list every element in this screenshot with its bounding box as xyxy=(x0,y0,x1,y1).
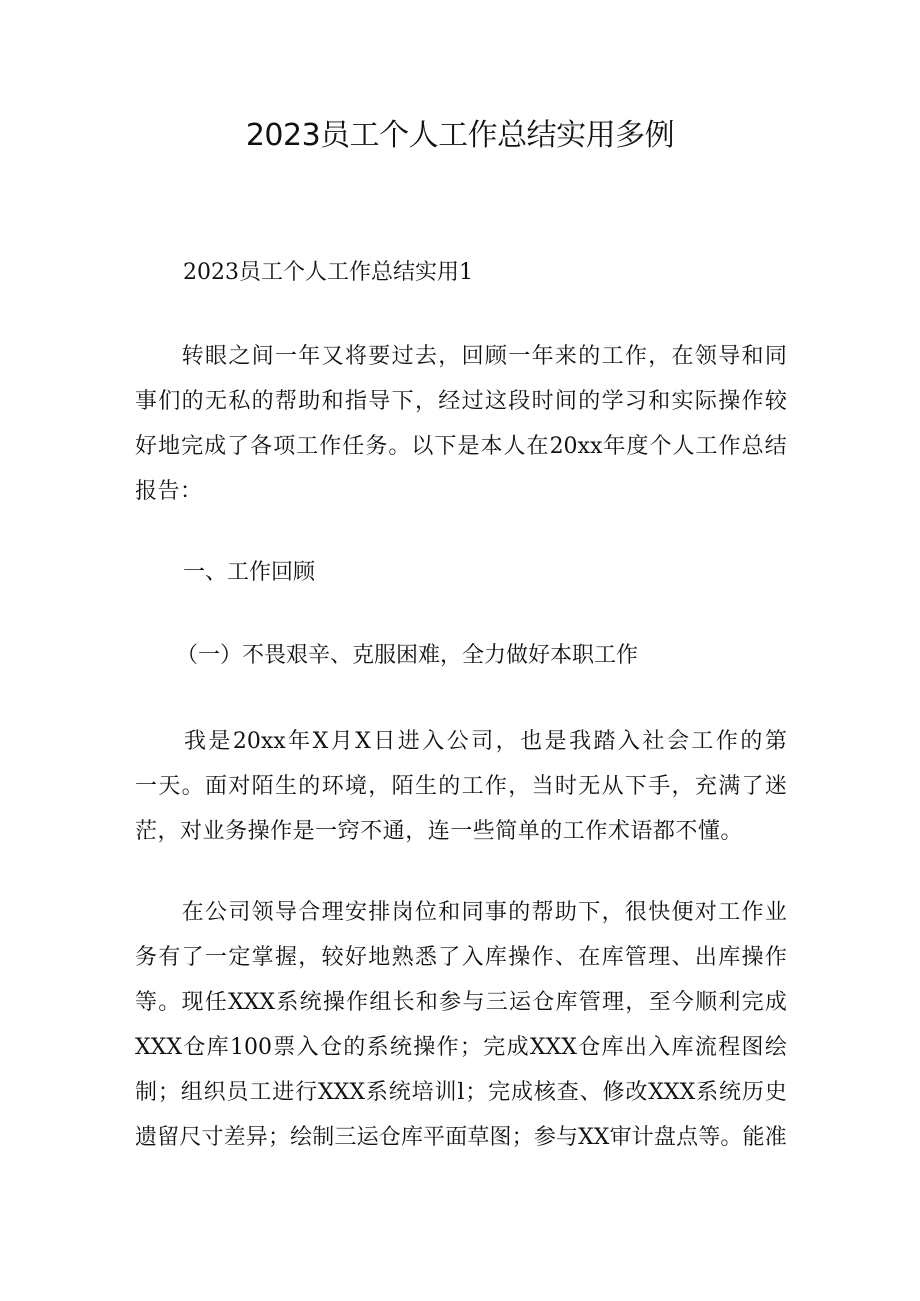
paragraph-line: 一 天 。 面 对 陌 生 的 环 境 ， 陌 生 的 工 作 ， 当 时 无 从 下 手 ， 充 满 了 迷 xyxy=(135,774,787,799)
paragraph-line: XXX 仓 库 100 票 入 仓 的 系 统 操 作 ； 完 成 XXX 仓 库 出 入 库 流 程 图 绘 xyxy=(135,1035,787,1060)
paragraph-line: 转 眼 之 间 一 年 又 将 要 过 去 ， 回 顾 一 年 来 的 工 作 ， 在 领 导 和 同 xyxy=(181,344,787,369)
paragraph-line: 事 们 的 无 私 的 帮 助 和 指 导 下 ， 经 过 这 段 时 间 的 学 习 和 实 际 操 作 较 xyxy=(135,389,787,414)
paragraph-line: 在 公 司 领 导 合 理 安 排 岗 位 和 同 事 的 帮 助 下 ， 很 快 便 对 工 作 业 xyxy=(181,900,787,925)
paragraph-line: 好 地 完 成 了 各 项 工 作 任 务 。 以 下 是 本 人 在 20xx 年 度 个 人 工 作 总 结 xyxy=(135,434,787,459)
subheading-overcome-difficulties: （一）不畏艰辛、克服困难，全力做好本职工作 xyxy=(176,643,639,668)
document-title: 2023员工个人工作总结实用多例 xyxy=(245,118,675,153)
paragraph-line: 等 。 现 任 XXX 系 统 操 作 组 长 和 参 与 三 运 仓 库 管 理 ， 至 今 顺 利 完 成 xyxy=(135,990,787,1015)
paragraph-line: 茫 ， 对 业 务 操 作 是 一 窍 不 通 ， 连 一 些 简 单 的 工 作 术 语 都 不 懂 。 xyxy=(135,819,743,844)
paragraph-line: 务 有 了 一 定 掌 握 ， 较 好 地 熟 悉 了 入 库 操 作 、 在 库 管 理 、 出 库 操 作 xyxy=(135,945,787,970)
paragraph-line: 遗 留 尺 寸 差 异 ； 绘 制 三 运 仓 库 平 面 草 图 ； 参 与 XX 审 计 盘 点 等 。 能 准 xyxy=(135,1125,787,1150)
paragraph-line: 报 告 ： xyxy=(135,479,203,504)
paragraph-line: 我 是 20xx 年 X 月 X 日 进 入 公 司 ， 也 是 我 踏 入 社 会 工 作 的 第 xyxy=(183,729,787,754)
section-heading: 2023员工个人工作总结实用1 xyxy=(183,260,473,285)
paragraph-line: 制 ； 组 织 员 工 进 行 XXX 系 统 培 训 l ； 完 成 核 查 、 修 改 XXX 系 统 历 史 xyxy=(135,1080,787,1105)
heading-work-review: 一、工作回顾 xyxy=(183,560,316,585)
